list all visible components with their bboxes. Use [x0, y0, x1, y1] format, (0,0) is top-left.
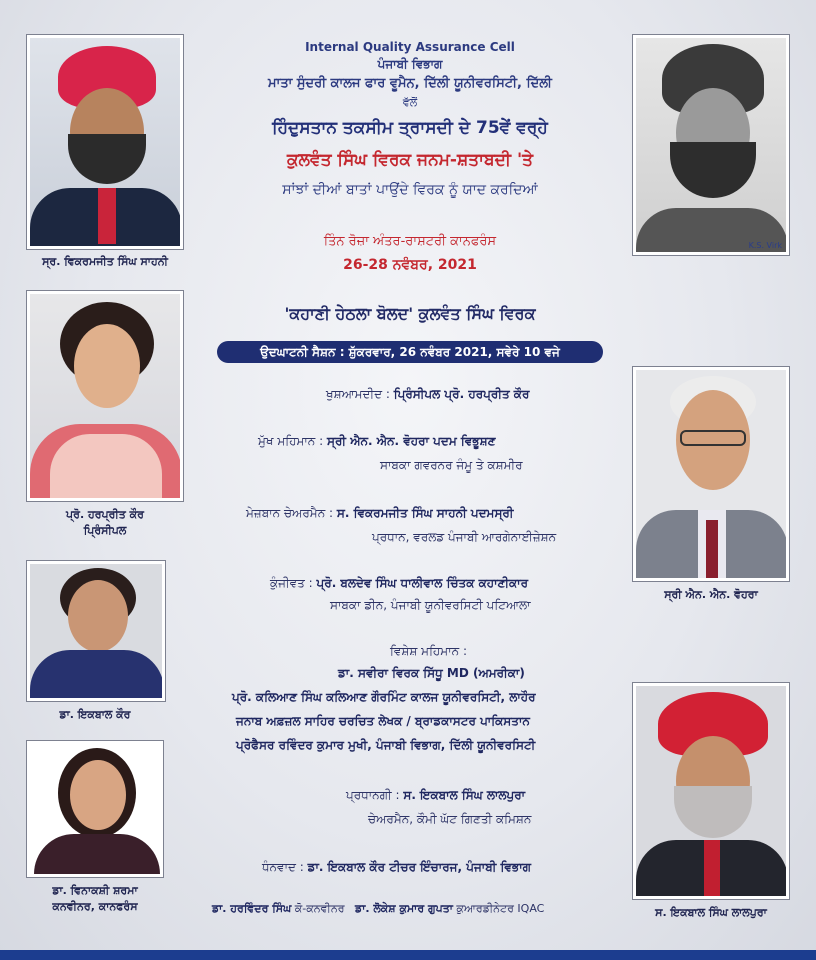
- caption-nn-vohra: ਸ੍ਰੀ ਐਨ. ਐਨ. ਵੋਹਰਾ: [664, 588, 758, 601]
- header-org: Internal Quality Assurance Cell: [305, 40, 515, 54]
- header-line3: ਸਾਂਝਾਂ ਦੀਆਂ ਬਾਤਾਂ ਪਾਉਂਦੇ ਵਿਰਕ ਨੂੰ ਯਾਦ ਕਰਦਿਆਂ: [282, 182, 538, 198]
- president-role: ਚੇਅਰਮੈਨ, ਕੌਮੀ ਘੱਟ ਗਿਣਤੀ ਕਮਿਸ਼ਨ: [368, 812, 532, 826]
- host-name: ਸ. ਵਿਕਰਮਜੀਤ ਸਿੰਘ ਸਾਹਨੀ ਪਦਮਸ੍ਰੀ: [336, 506, 514, 520]
- president-name: ਸ. ਇਕਬਾਲ ਸਿੰਘ ਲਾਲਪੁਰਾ: [403, 788, 526, 802]
- caption-harpreet-kaur: ਪ੍ਰੋ. ਹਰਪ੍ਰੀਤ ਕੌਰ: [66, 508, 144, 521]
- header-line1: ਹਿੰਦੁਸਤਾਨ ਤਕਸੀਮ ਤ੍ਰਾਸਦੀ ਦੇ 75ਵੇਂ ਵਰ੍ਹੇ: [272, 118, 548, 138]
- photo-iqbal-lalpura: [632, 682, 790, 900]
- keynote-label: ਕੁੰਜੀਵਤ :: [270, 576, 313, 590]
- welcome-label: ਖੁਸ਼ਆਮਦੀਦ :: [326, 387, 390, 401]
- photo-iqbal-kaur: [26, 560, 166, 702]
- thanks-name: ਡਾ. ਇਕਬਾਲ ਕੌਰ ਟੀਚਰ ਇੰਚਾਰਜ, ਪੰਜਾਬੀ ਵਿਭਾਗ: [307, 860, 532, 874]
- session-pill: ਉਦਘਾਟਨੀ ਸੈਸ਼ਨ : ਸ਼ੁੱਕਰਵਾਰ, 26 ਨਵੰਬਰ 2021, ਸਵੇਰੇ 10 ਵਜੇ: [217, 341, 603, 363]
- virk-photo-tag: K.S. Virk: [748, 241, 782, 250]
- welcome-line: [326, 387, 529, 402]
- photo-nn-vohra: [632, 366, 790, 582]
- photo-vinakshi-sharma: [26, 740, 164, 878]
- footer-a-name: ਡਾ. ਹਰਵਿੰਦਰ ਸਿੰਘ: [212, 902, 292, 915]
- photo-vikramjit-sahni: [26, 34, 184, 250]
- caption-vikramjit-sahni: ਸ੍ਰ. ਵਿਕਰਮਜੀਤ ਸਿੰਘ ਸਾਹਨੀ: [42, 255, 168, 268]
- header-college: ਮਾਤਾ ਸੁੰਦਰੀ ਕਾਲਜ ਫਾਰ ਵੂਮੈਨ, ਦਿੱਲੀ ਯੂਨੀਵਰਸਿਟੀ, ਦਿੱਲੀ: [268, 76, 552, 91]
- photo-ks-virk: [632, 34, 790, 256]
- caption-principal: ਪ੍ਰਿੰਸੀਪਲ: [83, 524, 127, 537]
- caption-iqbal-lalpura: ਸ. ਇਕਬਾਲ ਸਿੰਘ ਲਾਲਪੁਰਾ: [655, 906, 767, 919]
- special-guest-2: ਪ੍ਰੋ. ਕਲਿਆਣ ਸਿੰਘ ਕਲਿਆਣ ਗੌਰਮਿੰਟ ਕਾਲਜ ਯੂਨੀਵਰਸਿਟੀ, ਲਾਹੌਰ: [232, 690, 536, 704]
- caption-iqbal-kaur: ਡਾ. ਇਕਬਾਲ ਕੌਰ: [59, 708, 131, 721]
- special-guest-4: ਪ੍ਰੋਫੈਸਰ ਰਵਿੰਦਰ ਕੁਮਾਰ ਮੁਖੀ, ਪੰਜਾਬੀ ਵਿਭਾਗ, ਦਿੱਲੀ ਯੂਨੀਵਰਸਿਟੀ: [236, 738, 536, 752]
- theme-title: 'ਕਹਾਣੀ ਹੇਠਲਾ ਬੋਲਦ' ਕੁਲਵੰਤ ਸਿੰਘ ਵਿਰਕ: [284, 304, 536, 323]
- host-role: ਪ੍ਰਧਾਨ, ਵਰਲਡ ਪੰਜਾਬੀ ਆਰਗੇਨਾਈਜ਼ੇਸ਼ਨ: [372, 530, 557, 544]
- welcome-name: ਪ੍ਰਿੰਸੀਪਲ ਪ੍ਰੋ. ਹਰਪ੍ਰੀਤ ਕੌਰ: [393, 387, 530, 401]
- host-label: ਮੇਜ਼ਬਾਨ ਚੇਅਰਮੈਨ :: [246, 506, 334, 520]
- footer-a-role: ਕੋ-ਕਨਵੀਨਰ: [294, 902, 345, 915]
- special-guest-1: ਡਾ. ਸਵੀਰਾ ਵਿਰਕ ਸਿੱਧੂ MD (ਅਮਰੀਕਾ): [338, 666, 525, 680]
- header-conference: ਤਿੰਨ ਰੋਜ਼ਾ ਅੰਤਰ-ਰਾਸ਼ਟਰੀ ਕਾਨਫਰੰਸ: [323, 234, 497, 249]
- chief-guest-line: [258, 434, 495, 449]
- header-dates: 26-28 ਨਵੰਬਰ, 2021: [343, 257, 477, 273]
- president-label: ਪ੍ਰਧਾਨਗੀ :: [346, 788, 400, 802]
- chief-name: ਸ੍ਰੀ ਐਨ. ਐਨ. ਵੋਹਰਾ ਪਦਮ ਵਿਭੂਸ਼ਣ: [326, 434, 496, 448]
- chief-label: ਮੁੱਖ ਮਹਿਮਾਨ :: [258, 434, 324, 448]
- footer-b-role: ਕੁਆਰਡੀਨੇਟਰ IQAC: [456, 902, 545, 915]
- footer-b-name: ਡਾ. ਲੋਕੇਸ਼ ਕੁਮਾਰ ਗੁਪਤਾ: [355, 902, 453, 915]
- keynote-role: ਸਾਬਕਾ ਡੀਨ, ਪੰਜਾਬੀ ਯੂਨੀਵਰਸਿਟੀ ਪਟਿਆਲਾ: [330, 598, 531, 612]
- footer-coordinators: [212, 902, 544, 916]
- caption-convener: ਕਨਵੀਨਰ, ਕਾਨਫਰੰਸ: [52, 900, 138, 913]
- photo-harpreet-kaur: [26, 290, 184, 502]
- header-line2: ਕੁਲਵੰਤ ਸਿੰਘ ਵਿਰਕ ਜਨਮ-ਸ਼ਤਾਬਦੀ 'ਤੇ: [286, 150, 534, 170]
- special-guest-3: ਜਨਾਬ ਅਫ਼ਜ਼ਲ ਸਾਹਿਰ ਚਰਚਿਤ ਲੇਖਕ / ਬ੍ਰਾਡਕਾਸਟਰ ਪਾਕਿਸਤਾਨ: [236, 714, 530, 728]
- chief-role: ਸਾਬਕਾ ਗਵਰਨਰ ਜੰਮੂ ਤੇ ਕਸ਼ਮੀਰ: [380, 458, 523, 472]
- keynote-name: ਪ੍ਰੋ. ਬਲਦੇਵ ਸਿੰਘ ਧਾਲੀਵਾਲ ਚਿੰਤਕ ਕਹਾਣੀਕਾਰ: [316, 576, 529, 590]
- special-label: ਵਿਸ਼ੇਸ਼ ਮਹਿਮਾਨ :: [390, 644, 467, 658]
- president-line: [346, 788, 525, 803]
- thanks-label: ਧੰਨਵਾਦ :: [262, 860, 304, 874]
- bottom-bar: [0, 950, 816, 960]
- header-by: ਵੱਲੋਂ: [402, 96, 418, 109]
- keynote-line: [270, 576, 528, 591]
- thanks-line: [262, 860, 531, 875]
- header-dept: ਪੰਜਾਬੀ ਵਿਭਾਗ: [377, 57, 443, 71]
- caption-vinakshi-sharma: ਡਾ. ਵਿਨਾਕਸ਼ੀ ਸ਼ਰਮਾ: [52, 884, 138, 897]
- host-line: [246, 506, 514, 521]
